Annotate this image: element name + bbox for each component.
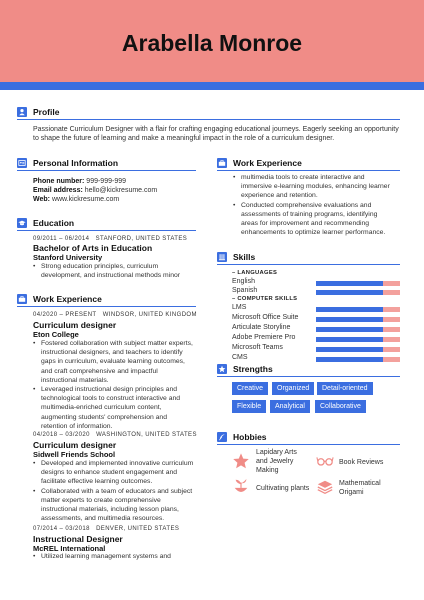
profile-text-line2: to shape the future of learning and make a meaningful impact in the role of a curriculum designer. [33,135,335,142]
skill-level-fill [316,357,383,362]
skill-level-bar [316,317,400,322]
work-experience-continued-rule [217,170,400,171]
email-link[interactable]: hello@kickresume.com [84,187,158,194]
list-item: • Leveraged instructional design principles and technological tools to construct interactive and multimedia-enriched curriculum content, augmenting students' comprehension and retention of information. [33,385,208,431]
email-label: Email address: [33,187,83,194]
glasses-icon [316,452,334,470]
skill-row [232,304,400,314]
candidate-name: Arabella Monroe [121,30,303,56]
user-icon [17,107,27,117]
skill-name: CMS [232,354,248,361]
strength-chip: Organized [272,382,314,395]
job-role: Instructional Designer [33,534,123,544]
hobbies-title: Hobbies [233,432,267,442]
profile-text-line1: Passionate Curriculum Designer with a flair for crafting engaging educational journeys. Eagerly seeking an opportunity [33,126,399,133]
education-location: STANFORD, UNITED STATES [95,236,188,242]
skill-level-fill [316,347,383,352]
strength-chip: Creative [232,382,268,395]
skill-level-bar [316,307,400,312]
computer-skills-label: – COMPUTER SKILLS [232,296,298,302]
skill-name: Spanish [232,287,258,294]
skill-level-fill [316,290,383,295]
skill-name: Microsoft Teams [232,344,283,351]
hobby-label: Lapidary Arts and Jewelry Making [256,449,297,474]
job-location: DENVER, UNITED STATES [96,526,180,532]
skills-title: Skills [233,252,256,262]
education-meta [33,236,187,242]
education-title: Education [33,218,75,228]
graduation-cap-icon [17,218,27,228]
list-item: • Developed and implemented innovative curriculum designs to enhance student engagement and facilitate effective learning outcomes. [33,459,208,487]
profile-title: Profile [33,107,60,117]
star-icon [217,364,227,374]
work-experience-rule [17,306,196,307]
web-row [33,195,119,204]
list-item: • Utilized learning management systems and [33,552,208,561]
job-location: WASHINGTON, UNITED STATES [96,432,197,438]
job-bullets-continued [233,173,408,237]
job-org: Eton College [33,330,79,339]
job-role: Curriculum designer [33,440,117,450]
education-bullets [33,262,203,280]
job-dates: 04/2018 – 03/2020 [33,432,90,438]
skill-level-bar [316,347,400,352]
education-degree: Bachelor of Arts in Education [33,243,153,253]
job-bullets [33,459,208,523]
profile-rule [17,119,400,120]
job-bullets [33,552,208,561]
web-link[interactable]: www.kickresume.com [51,196,120,203]
skill-row [232,354,400,364]
list-item: • Collaborated with a team of educators and subject matter experts to create comprehensive instructional materials, including lesson plans, assessments, and multimedia resources. [33,487,208,524]
job-location: WINDSOR, UNITED KINGDOM [102,312,197,318]
skill-row [232,324,400,334]
skill-name: LMS [232,304,247,311]
strength-chip: Collaborative [315,400,366,413]
skill-row [232,334,400,344]
work-experience-continued-title: Work Experience [233,158,302,168]
skill-name: Articulate Storyline [232,324,291,331]
skill-level-bar [316,281,400,286]
job-role: Curriculum designer [33,320,117,330]
hobbies-rule [217,444,400,445]
job-dates: 07/2014 – 03/2018 [33,526,90,532]
web-label: Web: [33,196,50,203]
education-school: Stanford University [33,253,103,262]
skill-level-bar [316,337,400,342]
skill-level-bar [316,327,400,332]
work-experience-title: Work Experience [33,294,102,304]
email-row [33,186,157,195]
education-dates: 09/2011 – 06/2014 [33,236,90,242]
plant-icon [232,478,250,496]
strengths-rule [217,376,400,377]
strength-chip: Analytical [270,400,310,413]
job-meta [33,526,179,532]
skills-rule [217,264,400,265]
skill-level-bar [316,357,400,362]
skill-level-fill [316,317,383,322]
languages-label: – LANGUAGES [232,270,278,276]
skill-level-fill [316,281,383,286]
skill-level-fill [316,337,383,342]
origami-icon [316,478,334,496]
header-accent-bar [0,82,424,90]
briefcase-icon [217,158,227,168]
strength-chip: Flexible [232,400,266,413]
list-item: • Fostered collaboration with subject matter experts, instructional designers, and teachers to identify gaps in curriculum, evaluate learning outcomes, and craft comprehensive and impactful instructional materials. [33,339,208,385]
briefcase-icon [17,294,27,304]
list-item: • Conducted comprehensive evaluations and assessments of training programs, identifying areas for improvement and recommending enhancements to optimize learner performance. [233,201,408,238]
personal-info-title: Personal Information [33,158,119,168]
list-item: • multimedia tools to create interactive and immersive e-learning modules, enhancing learner experience and retention. [233,173,408,201]
phone-row [33,177,126,186]
job-org: McREL International [33,544,106,553]
skill-row [232,344,400,354]
strengths-title: Strengths [233,364,273,374]
id-card-icon [17,158,27,168]
flask-icon [217,252,227,262]
hobby-label: Cultivating plants [256,485,310,492]
skill-name: Microsoft Office Suite [232,314,299,321]
star-icon [232,452,250,470]
hobby-label: Mathematical Origami [339,480,381,496]
job-meta [33,312,197,318]
list-item: • Strong education principles, curriculum development, and instructional methods minor [33,262,203,280]
skill-level-bar [316,290,400,295]
skill-level-fill [316,307,383,312]
job-meta [33,432,197,438]
hobby-label: Book Reviews [339,459,384,466]
skill-name: Adobe Premiere Pro [232,334,296,341]
phone-value: 999-999-999 [86,178,126,185]
job-bullets [33,339,208,431]
job-dates: 04/2020 – PRESENT [33,312,97,318]
education-rule [17,230,196,231]
skill-name: English [232,278,255,285]
feather-icon [217,432,227,442]
job-org: Sidwell Friends School [33,450,116,459]
skill-level-fill [316,327,383,332]
personal-info-rule [17,170,196,171]
skill-row [232,314,400,324]
strength-chip: Detail-oriented [317,382,373,395]
phone-label: Phone number: [33,178,85,185]
